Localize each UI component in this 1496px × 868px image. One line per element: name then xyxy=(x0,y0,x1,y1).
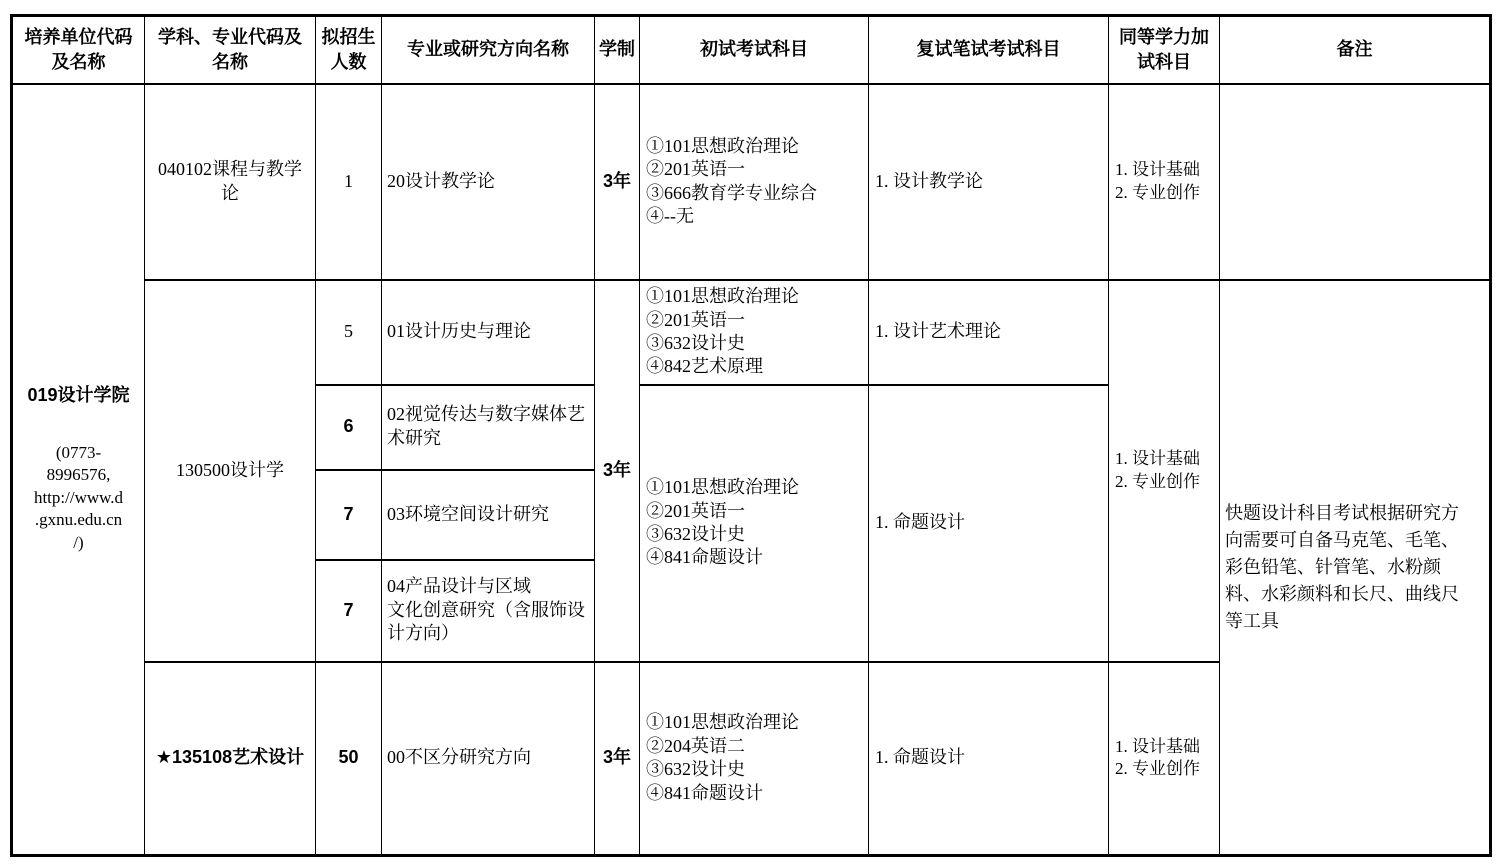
initial-exam-line: ①101思想政治理论 xyxy=(646,135,799,156)
duration-cell: 3年 xyxy=(595,662,640,856)
additional-exam-line: 2. 专业创作 xyxy=(1115,759,1200,779)
additional-exam-line: 1. 设计基础 xyxy=(1115,449,1200,469)
initial-exam-line: ④841命题设计 xyxy=(646,782,763,803)
major-cell: ★135108艺术设计 xyxy=(145,662,316,856)
additional-exam-cell xyxy=(1109,662,1220,856)
quota-cell: 7 xyxy=(316,560,382,662)
additional-exam-line: 1. 设计基础 xyxy=(1115,736,1200,756)
initial-exam-line: ④842艺术原理 xyxy=(646,356,763,377)
initial-exam-cell xyxy=(640,385,869,662)
unit-cell xyxy=(12,84,145,856)
admissions-table-sheet xyxy=(10,14,1492,857)
header-initial-exam: 初试考试科目 xyxy=(640,16,869,84)
initial-exam-line: ④--无 xyxy=(646,205,694,226)
header-row xyxy=(12,16,1491,84)
initial-exam-line: ②201英语一 xyxy=(646,159,745,180)
quota-cell: 7 xyxy=(316,470,382,560)
header-major: 学科、专业代码及名称 xyxy=(145,16,316,84)
initial-exam-line: ③632设计史 xyxy=(646,333,745,353)
initial-exam-line: ④841命题设计 xyxy=(646,547,763,568)
initial-exam-line: ③666教育学专业综合 xyxy=(646,182,817,203)
unit-contact-line: .gxnu.edu.cn xyxy=(34,510,123,530)
header-retest-exam: 复试笔试考试科目 xyxy=(869,16,1109,84)
direction-cell: 01设计历史与理论 xyxy=(382,280,595,385)
initial-exam-line: ②201英语一 xyxy=(646,309,745,330)
unit-contact-line: /) xyxy=(73,532,84,552)
retest-exam-cell: 1. 命题设计 xyxy=(869,662,1109,856)
initial-exam-cell xyxy=(640,84,869,280)
header-remark: 备注 xyxy=(1220,16,1491,84)
remark-cell: 快题设计科目考试根据研究方向需要可自备马克笔、毛笔、彩色铅笔、针管笔、水粉颜料、水彩颜料和长尺、曲线尺等工具 xyxy=(1220,280,1491,856)
initial-exam-line: ③632设计史 xyxy=(646,759,745,780)
direction-line: 文化创意研究（含服饰设计方向） xyxy=(387,599,585,644)
admissions-table xyxy=(10,14,1492,857)
quota-cell: 6 xyxy=(316,385,382,470)
quota-cell: 5 xyxy=(316,280,382,385)
header-duration: 学制 xyxy=(595,16,640,84)
table-row xyxy=(12,84,1491,280)
initial-exam-line: ①101思想政治理论 xyxy=(646,286,799,307)
header-unit: 培养单位代码及名称 xyxy=(12,16,145,84)
duration-cell: 3年 xyxy=(595,280,640,662)
initial-exam-line: ①101思想政治理论 xyxy=(646,712,799,733)
additional-exam-line: 1. 设计基础 xyxy=(1115,160,1200,180)
initial-exam-line: ②204英语二 xyxy=(646,735,745,756)
additional-exam-line: 2. 专业创作 xyxy=(1115,471,1200,491)
unit-contact-line: http://www.d xyxy=(33,487,124,507)
duration-cell: 3年 xyxy=(595,84,640,280)
major-cell: 040102课程与教学论 xyxy=(145,84,316,280)
unit-contact-line: (0773- xyxy=(55,443,102,463)
initial-exam-line: ③632设计史 xyxy=(646,524,745,544)
unit-contact-line: 8996576, xyxy=(46,465,111,485)
header-quota: 拟招生人数 xyxy=(316,16,382,84)
initial-exam-line: ②201英语一 xyxy=(646,500,745,521)
direction-cell: 02视觉传达与数字媒体艺术研究 xyxy=(382,385,595,470)
direction-cell: 03环境空间设计研究 xyxy=(382,470,595,560)
initial-exam-cell xyxy=(640,280,869,385)
retest-exam-cell: 1. 设计教学论 xyxy=(869,84,1109,280)
header-additional-exam: 同等学力加试科目 xyxy=(1109,16,1220,84)
quota-cell: 50 xyxy=(316,662,382,856)
additional-exam-cell xyxy=(1109,280,1220,662)
direction-line: 04产品设计与区域 xyxy=(387,575,531,596)
direction-cell: 00不区分研究方向 xyxy=(382,662,595,856)
major-cell: 130500设计学 xyxy=(145,280,316,662)
initial-exam-cell xyxy=(640,662,869,856)
unit-name: 019设计学院 xyxy=(27,385,130,406)
direction-cell xyxy=(382,560,595,662)
additional-exam-cell xyxy=(1109,84,1220,280)
initial-exam-line: ①101思想政治理论 xyxy=(646,477,799,498)
table-row xyxy=(12,280,1491,385)
quota-cell: 1 xyxy=(316,84,382,280)
retest-exam-cell: 1. 设计艺术理论 xyxy=(869,280,1109,385)
additional-exam-line: 2. 专业创作 xyxy=(1115,182,1200,202)
header-direction: 专业或研究方向名称 xyxy=(382,16,595,84)
direction-cell: 20设计教学论 xyxy=(382,84,595,280)
retest-exam-cell: 1. 命题设计 xyxy=(869,385,1109,662)
remark-cell-empty xyxy=(1220,84,1491,280)
